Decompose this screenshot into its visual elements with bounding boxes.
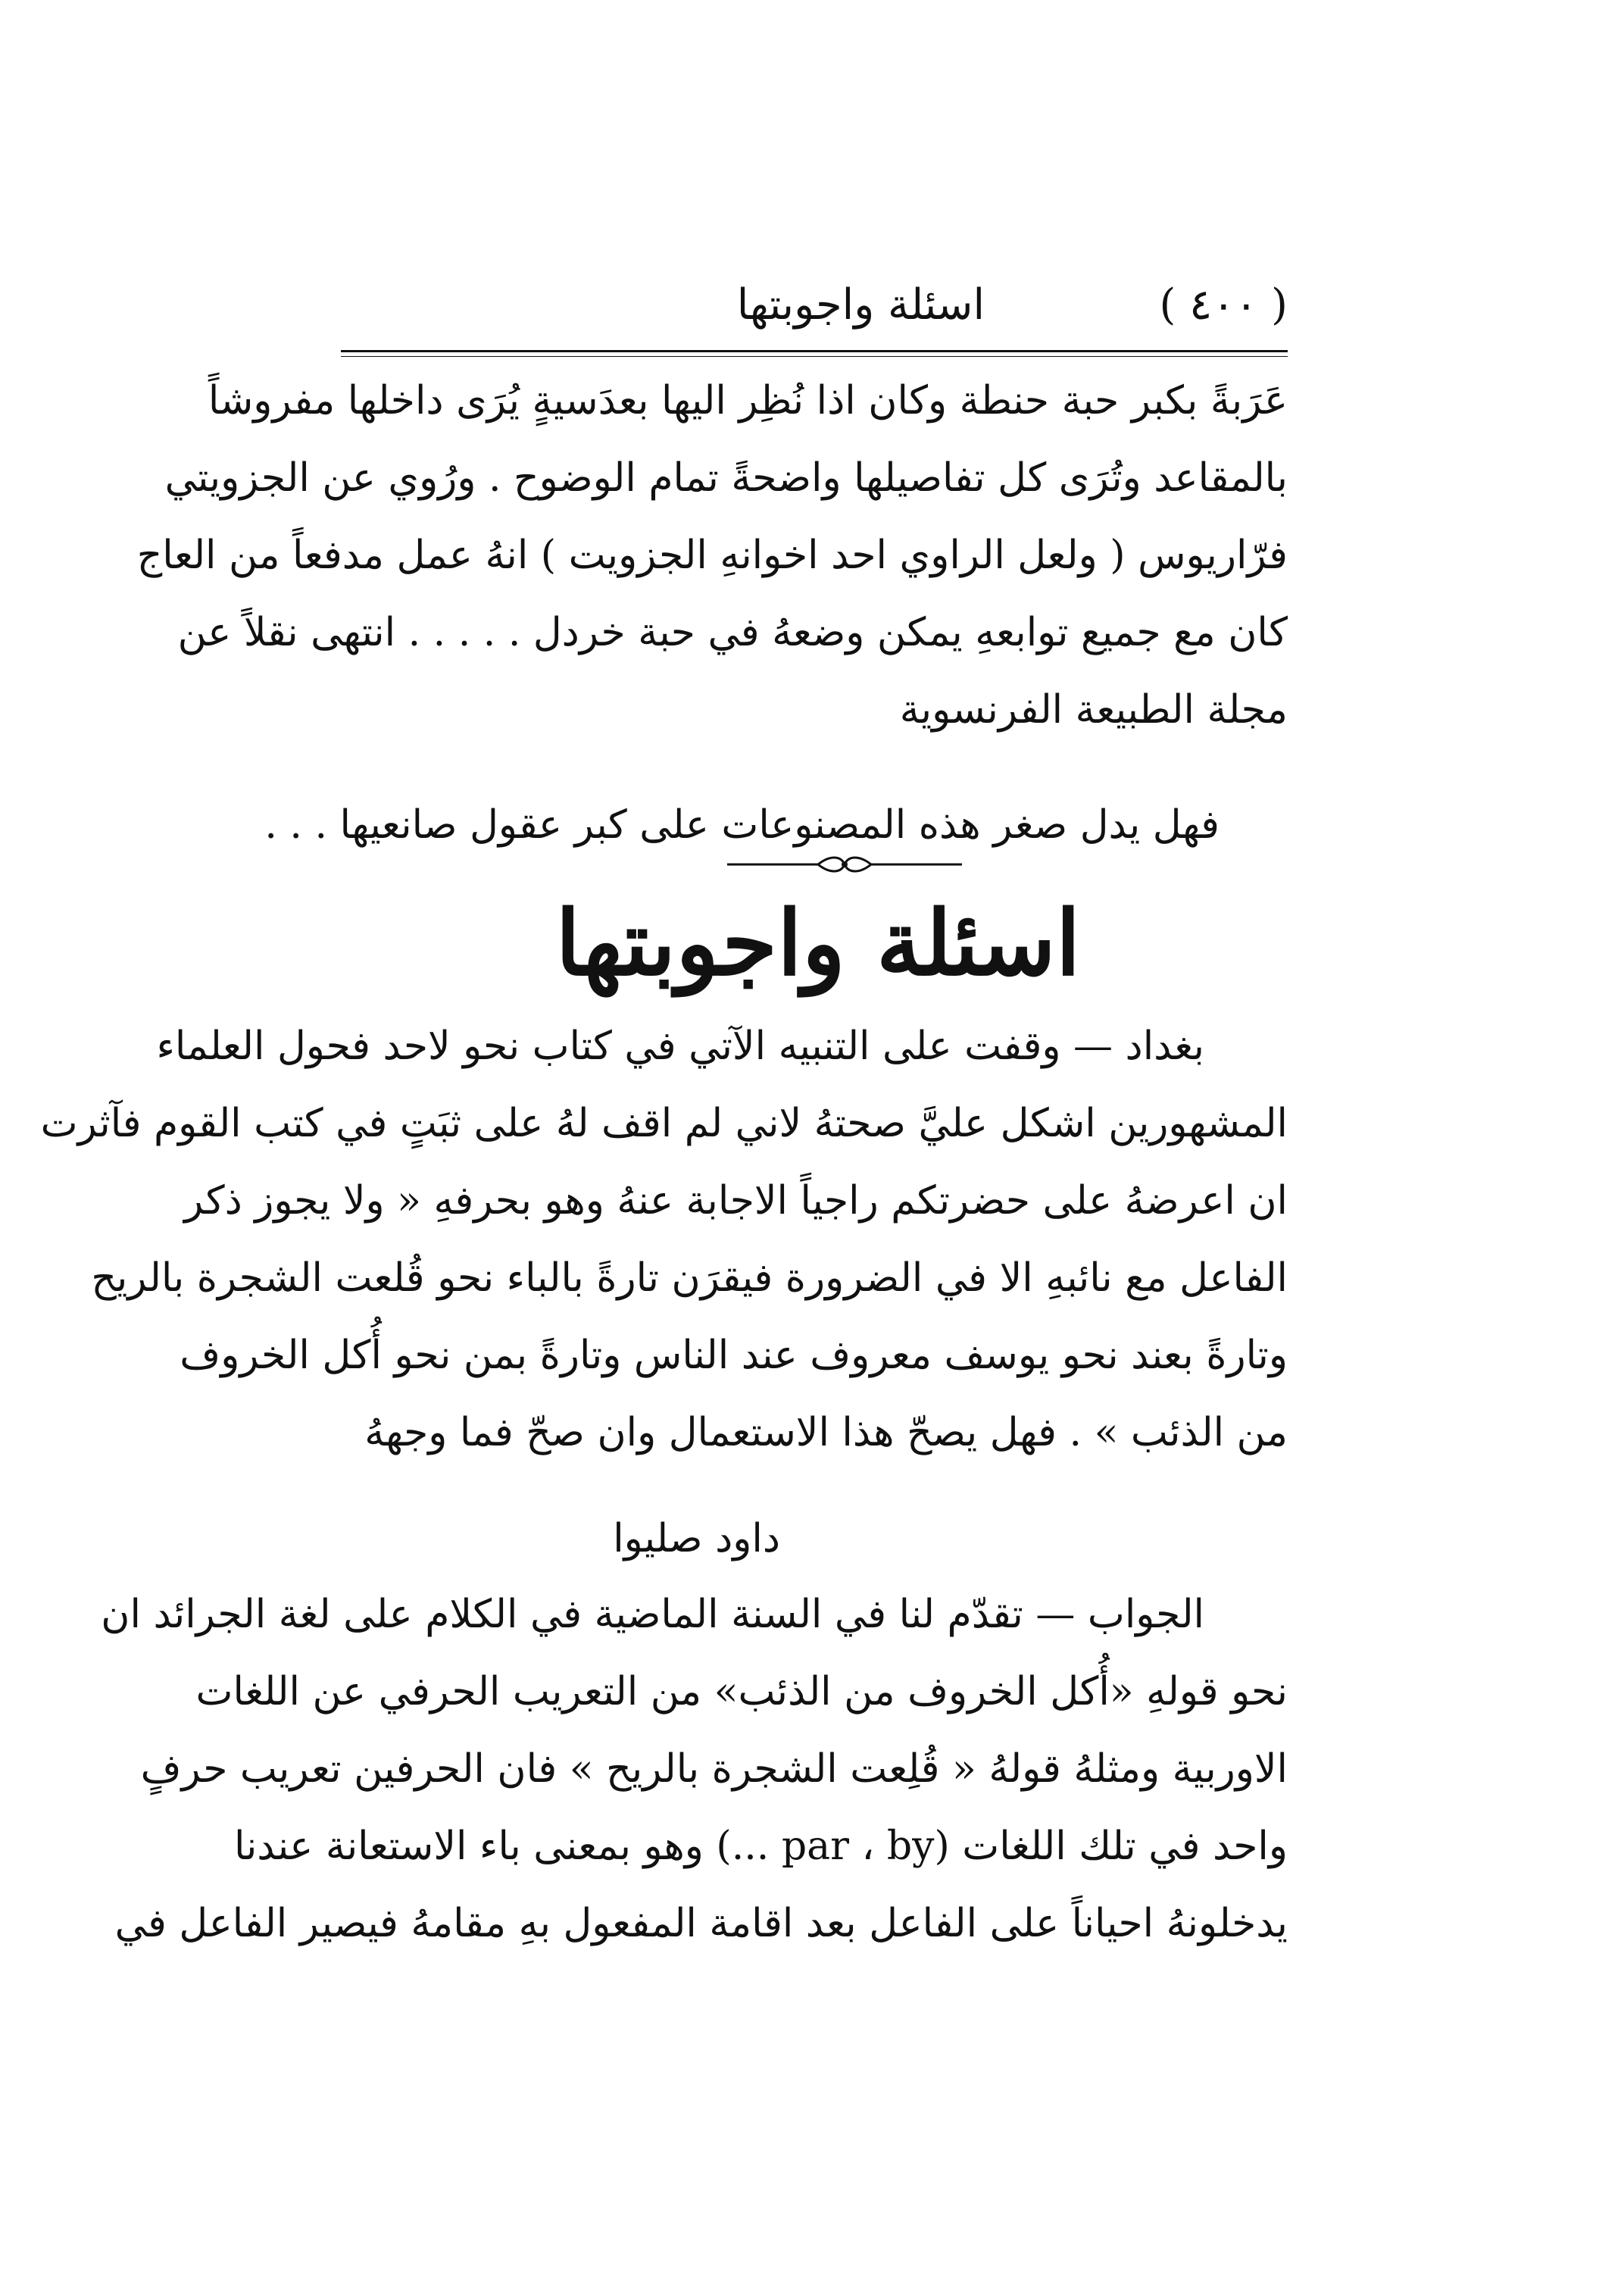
text-line: من الذئب » . فهل يصحّ هذا الاستعمال وان صحّ فما وجههُ <box>364 1410 1288 1455</box>
page-number: ( ٤٠٠ ) <box>1159 280 1288 330</box>
article-continuation <box>136 362 1288 749</box>
text-line: المشهورين اشكل عليَّ صحتهُ لاني لم اقف لهُ على ثبَتٍ في كتب القوم فآثرت <box>40 1101 1288 1146</box>
question-signature: داود صليوا <box>613 1516 780 1561</box>
text-line: وتارةً بعند نحو يوسف معروف عند الناس وتارةً بمن نحو أُكل الخروف <box>180 1333 1288 1378</box>
text-line: واحد في تلك اللغات (par ، by ...) وهو بمعنى باء الاستعانة عندنا <box>233 1824 1288 1869</box>
closing-line: فهل يدل صغر هذه المصنوعات على كبر عقول صانعيها . . . <box>264 802 1220 848</box>
text-line: الجواب — تقدّم لنا في السنة الماضية في الكلام على لغة الجرائد ان <box>101 1592 1204 1637</box>
text-line: مجلة الطبيعة الفرنسوية <box>899 687 1288 733</box>
text-line: فرّاريوس ( ولعل الراوي احد اخوانهِ الجزويت ) انهُ عمل مدفعاً من العاج <box>136 533 1288 578</box>
page-header <box>341 271 1288 339</box>
running-title: اسئلة واجوبتها <box>736 280 985 330</box>
text-line: ان اعرضهُ على حضرتكم راجياً الاجابة عنهُ وهو بحرفهِ « ولا يجوز ذكر <box>184 1178 1288 1224</box>
text-line: عَرَبةً بكبر حبة حنطة وكان اذا نُظِر اليها بعدَسيةٍ يُرَى داخلها مفروشاً <box>208 378 1288 424</box>
text-line: بغداد — وقفت على التنبيه الآتي في كتاب نحو لاحد فحول العلماء <box>156 1024 1204 1069</box>
ornament-divider-icon <box>727 853 962 876</box>
text-line: كان مع جميع توابعهِ يمكن وضعهُ في حبة خردل . . . . . انتهى نقلاً عن <box>177 610 1288 655</box>
header-rule-thin <box>341 356 1288 357</box>
text-line: بالمقاعد وتُرَى كل تفاصيلها واضحةً تمام الوضوح . ورُوي عن الجزويتي <box>164 455 1288 501</box>
section-title: اسئلة واجوبتها <box>555 890 1081 995</box>
text-line: يدخلونهُ احياناً على الفاعل بعد اقامة المفعول بهِ مقامهُ فيصير الفاعل في <box>114 1901 1288 1946</box>
text-line: الفاعل مع نائبهِ الا في الضرورة فيقرَن تارةً بالباء نحو قُلعت الشجرة بالريح <box>91 1255 1288 1301</box>
text-line: الاوربية ومثلهُ قولهُ « قُلِعت الشجرة بالريح » فان الحرفين تعريب حرفٍ <box>140 1746 1288 1792</box>
answer-block <box>101 1576 1288 1962</box>
question-block <box>40 1008 1288 1471</box>
text-line: نحو قولهِ «أُكل الخروف من الذئب» من التعريب الحرفي عن اللغات <box>195 1669 1288 1714</box>
header-rule <box>341 350 1288 352</box>
